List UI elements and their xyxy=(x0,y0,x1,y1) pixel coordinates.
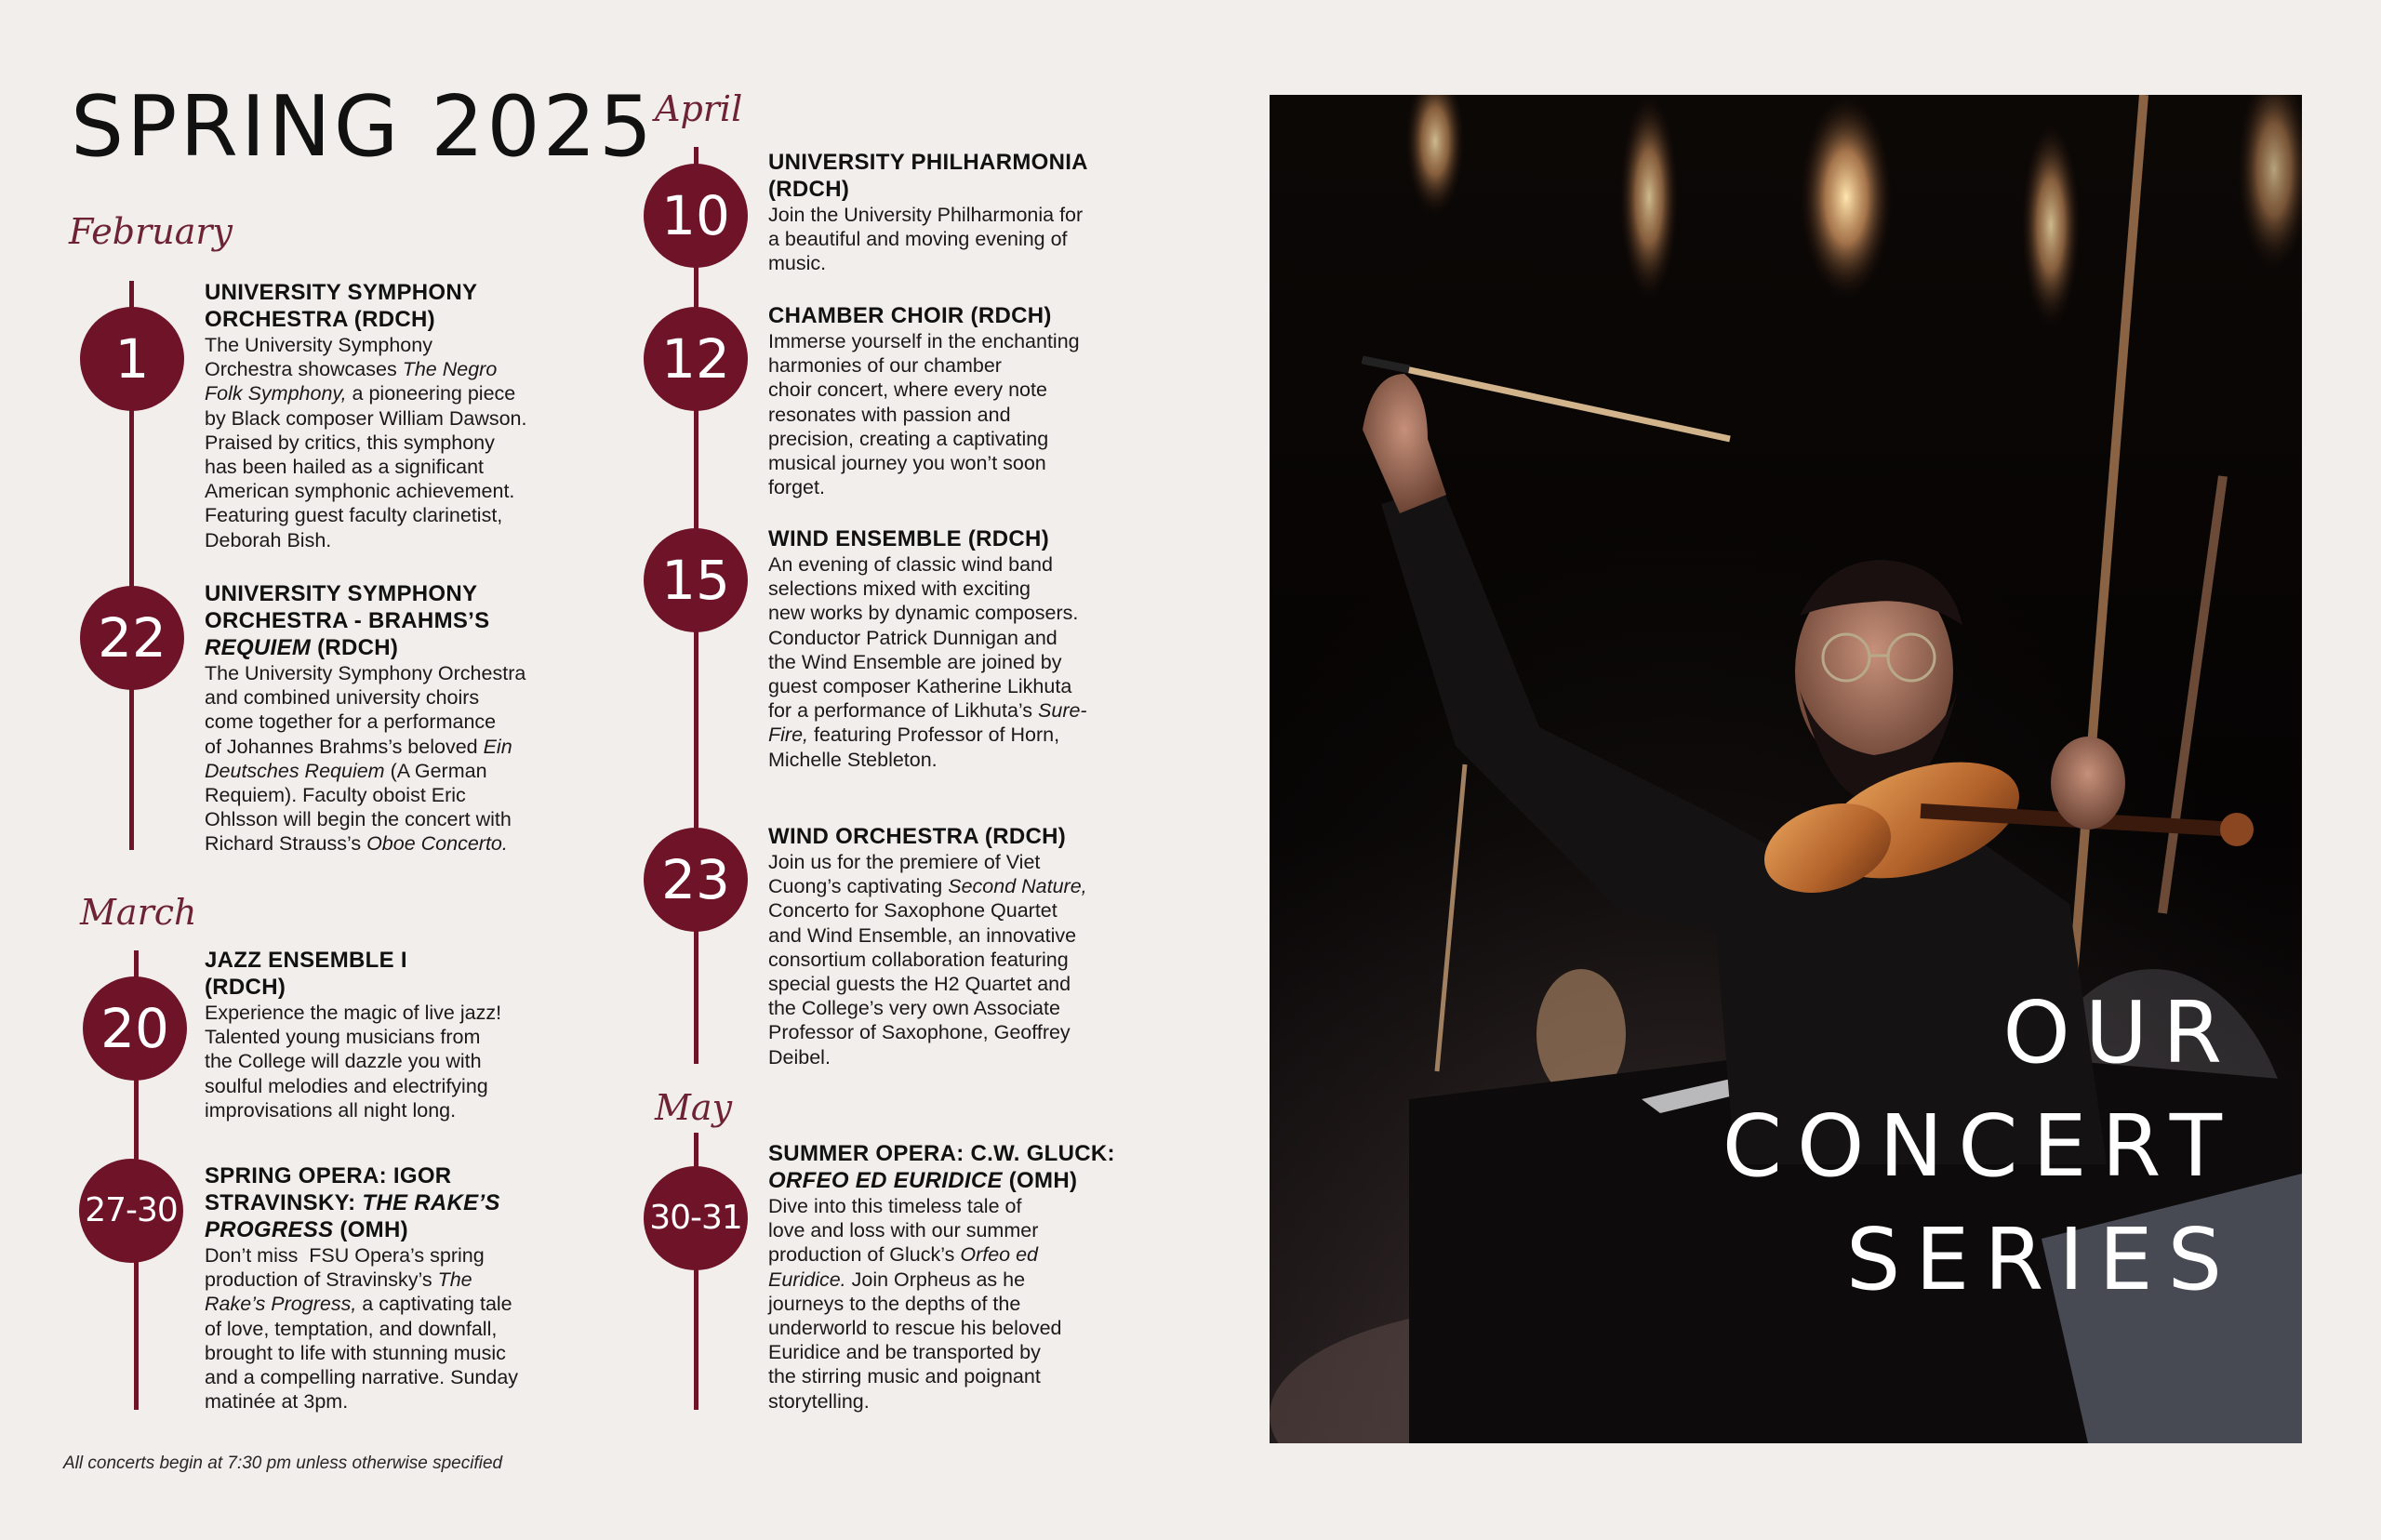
event-title: CHAMBER CHOIR (RDCH) xyxy=(768,303,1052,328)
event-title xyxy=(768,149,1159,203)
event-mar-20 xyxy=(205,947,595,1122)
event-title: WIND ENSEMBLE (RDCH) xyxy=(768,526,1049,551)
month-march: March xyxy=(80,892,197,933)
date-circle: 1 xyxy=(80,307,184,411)
event-title-italic: THE RAKE’S xyxy=(362,1190,500,1215)
event-title xyxy=(205,580,595,661)
event-apr-10 xyxy=(768,149,1159,276)
date-circle: 27-30 xyxy=(79,1159,183,1263)
date-circle: 23 xyxy=(644,828,748,932)
event-description: The University Symphony Orchestra and combined university choirs come together for a performance of Johannes Brahms’s beloved Ein Deutsches Requiem (A German Requiem). Faculty oboist Eric Ohlsson will begin the concert with Richard Strauss’s Oboe Concerto. xyxy=(205,662,526,856)
event-title: WIND ORCHESTRA (RDCH) xyxy=(768,824,1067,849)
date-circle: 12 xyxy=(644,307,748,411)
event-description: Immerse yourself in the enchanting harmonies of our chamber choir concert, where every note resonates with passion and precision, creating a captivating musical journey you won’t soon forget. xyxy=(768,330,1080,499)
date-circle: 22 xyxy=(80,586,184,690)
event-title-italic: ORFEO ED EURIDICE xyxy=(768,1168,1003,1193)
event-description: Dive into this timeless tale of love and loss with our summer production of Gluck’s Orfeo ed Euridice. Join Orpheus as he journeys to the depths of the underworld to rescue his beloved Euridice and be transported by the stirring music and poignant storytelling. xyxy=(768,1195,1062,1413)
event-description: Experience the magic of live jazz! Talented young musicians from the College will dazzle you with soulful melodies and electrifying improvisations all night long. xyxy=(205,1002,502,1122)
page-title: SPRING 2025 xyxy=(71,78,656,176)
event-description: Join the University Philharmonia for a beautiful and moving evening of music. xyxy=(768,204,1084,275)
event-title-line: SUMMER OPERA: C.W. GLUCK: xyxy=(768,1141,1115,1166)
date-circle: 10 xyxy=(644,164,748,268)
event-apr-12 xyxy=(768,302,1159,499)
event-apr-23 xyxy=(768,823,1159,1069)
event-description: An evening of classic wind band selections mixed with exciting new works by dynamic composers. Conductor Patrick Dunnigan and the Wind Ensemble are joined by guest composer Katherine Likhuta for a performance of Likhuta’s Sure- Fire, featuring Professor of Horn, Michelle Stebleton. xyxy=(768,553,1087,771)
event-title-line: (RDCH) xyxy=(768,177,850,202)
heading-line: CONCERT xyxy=(1722,1096,2237,1196)
event-title xyxy=(768,1140,1159,1194)
heading-line: SERIES xyxy=(1845,1210,2237,1309)
event-title-venue: (OMH) xyxy=(333,1217,408,1242)
event-apr-15 xyxy=(768,525,1159,772)
event-title-italic: REQUIEM xyxy=(205,635,312,660)
concert-series-heading xyxy=(1723,976,2237,1317)
event-mar-27-30 xyxy=(205,1162,595,1414)
event-title-venue: (RDCH) xyxy=(311,635,399,660)
heading-line: OUR xyxy=(2002,983,2237,1082)
event-title-italic: PROGRESS xyxy=(205,1217,334,1242)
month-february: February xyxy=(69,211,233,252)
date-circle: 20 xyxy=(83,976,187,1081)
event-title xyxy=(205,279,595,333)
date-circle: 15 xyxy=(644,528,748,632)
event-feb-1 xyxy=(205,279,595,552)
date-circle: 30-31 xyxy=(644,1166,748,1270)
month-may: May xyxy=(655,1087,733,1128)
event-title-line: ORCHESTRA (RDCH) xyxy=(205,307,435,332)
event-title-venue: (OMH) xyxy=(1002,1168,1078,1193)
event-title-line: JAZZ ENSEMBLE I xyxy=(205,948,407,973)
event-description: Join us for the premiere of Viet Cuong’s captivating Second Nature, Concerto for Saxophone Quartet and Wind Ensemble, an innovative consortium collaboration featuring special guests the H2 Quartet and the College’s very own Associate Professor of Saxophone, Geoffrey Deibel. xyxy=(768,851,1087,1069)
event-title-line: UNIVERSITY SYMPHONY xyxy=(205,581,478,606)
event-title-line: STRAVINSKY: xyxy=(205,1190,363,1215)
event-title-line: (RDCH) xyxy=(205,975,286,1000)
footnote: All concerts begin at 7:30 pm unless otherwise specified xyxy=(63,1454,503,1473)
event-title xyxy=(205,947,595,1001)
event-feb-22 xyxy=(205,580,595,856)
month-april: April xyxy=(655,88,743,129)
event-description: Don’t miss FSU Opera’s spring production of Stravinsky’s The Rake’s Progress, a captivating tale of love, temptation, and downfall, brought to life with stunning music and a compelling narrative. Sunday matinée at 3pm. xyxy=(205,1244,519,1414)
event-title-line: ORCHESTRA - BRAHMS’S xyxy=(205,608,490,633)
event-title xyxy=(205,1162,595,1243)
event-may-30-31 xyxy=(768,1140,1159,1414)
event-title-line: UNIVERSITY PHILHARMONIA xyxy=(768,150,1088,175)
violinist-photo xyxy=(1270,95,2302,1443)
event-title-line: UNIVERSITY SYMPHONY xyxy=(205,280,478,305)
event-title-line: SPRING OPERA: IGOR xyxy=(205,1163,452,1188)
event-description: The University Symphony Orchestra showcases The Negro Folk Symphony, a pioneering piece by Black composer William Dawson. Praised by critics, this symphony has been hailed as a significant American symphonic achievement. Featuring guest faculty clarinetist, Deborah Bish. xyxy=(205,334,527,551)
